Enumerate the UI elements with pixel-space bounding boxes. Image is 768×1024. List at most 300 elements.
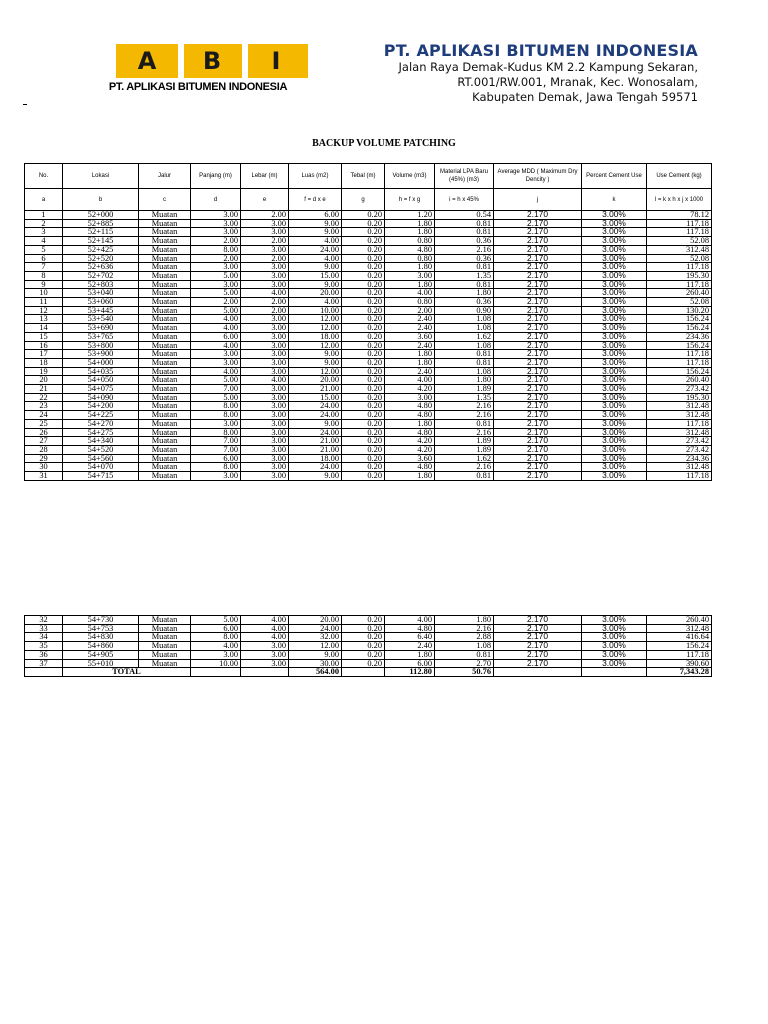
header-panjang: Panjang (m) [191, 164, 241, 189]
cell-lokasi: 54+000 [63, 358, 139, 367]
cell-material: 0.36 [435, 237, 494, 246]
cell-percent-cement: 3.00% [582, 315, 647, 324]
cell-luas: 21.00 [289, 445, 342, 454]
cell-use-cement: 273.42 [647, 445, 712, 454]
cell-no: 3 [25, 228, 63, 237]
cell-percent-cement: 3.00% [582, 472, 647, 481]
table-row [25, 411, 712, 420]
cell-jalur: Muatan [139, 624, 191, 633]
cell-panjang: 7.00 [191, 437, 241, 446]
cell-use-cement: 312.48 [647, 624, 712, 633]
cell-no: 36 [25, 650, 63, 659]
cell-percent-cement: 3.00% [582, 642, 647, 651]
cell-volume: 4.00 [385, 289, 435, 298]
cell-jalur: Muatan [139, 428, 191, 437]
formula-luas: f = d x e [289, 189, 342, 211]
cell-lebar: 3.00 [241, 271, 289, 280]
cell-panjang: 3.00 [191, 650, 241, 659]
cell-luas: 21.00 [289, 385, 342, 394]
cell-volume: 4.80 [385, 402, 435, 411]
cell-use-cement: 117.18 [647, 280, 712, 289]
cell-lebar: 4.00 [241, 289, 289, 298]
total-cement: 7,343.28 [647, 668, 712, 677]
cell-use-cement: 117.18 [647, 350, 712, 359]
cell-use-cement: 260.40 [647, 376, 712, 385]
header-volume: Volume (m3) [385, 164, 435, 189]
cell-panjang: 7.00 [191, 445, 241, 454]
table-row [25, 633, 712, 642]
cell-tebal: 0.20 [342, 350, 385, 359]
cell-jalur: Muatan [139, 659, 191, 668]
cell-lokasi: 54+075 [63, 385, 139, 394]
cell-panjang: 5.00 [191, 271, 241, 280]
cell-tebal: 0.20 [342, 624, 385, 633]
cell-percent-cement: 3.00% [582, 324, 647, 333]
cell-percent-cement: 3.00% [582, 289, 647, 298]
cell-no: 17 [25, 350, 63, 359]
cell-jalur: Muatan [139, 306, 191, 315]
cell-volume: 1.80 [385, 419, 435, 428]
cell-mdd: 2.170 [494, 263, 582, 272]
cell-material: 1.08 [435, 315, 494, 324]
cell-mdd: 2.170 [494, 271, 582, 280]
cell-lokasi: 54+830 [63, 633, 139, 642]
cell-lokasi: 54+730 [63, 616, 139, 625]
cell-mdd: 2.170 [494, 454, 582, 463]
cell-tebal: 0.20 [342, 271, 385, 280]
cell-percent-cement: 3.00% [582, 332, 647, 341]
cell-jalur: Muatan [139, 454, 191, 463]
cell-mdd: 2.170 [494, 341, 582, 350]
cell-volume: 0.80 [385, 254, 435, 263]
cell-percent-cement: 3.00% [582, 454, 647, 463]
cell-lokasi: 53+900 [63, 350, 139, 359]
cell-material: 0.90 [435, 306, 494, 315]
cell-luas: 24.00 [289, 245, 342, 254]
cell-lokasi: 52+115 [63, 228, 139, 237]
table-row [25, 289, 712, 298]
total-volume: 112.80 [385, 668, 435, 677]
total-label: TOTAL [63, 668, 191, 677]
cell-percent-cement: 3.00% [582, 254, 647, 263]
cell-lokasi: 54+715 [63, 472, 139, 481]
formula-use-cement: l = k x h x j x 1000 [647, 189, 712, 211]
cell-panjang: 2.00 [191, 254, 241, 263]
cell-panjang: 5.00 [191, 616, 241, 625]
cell-mdd: 2.170 [494, 315, 582, 324]
formula-jalur: c [139, 189, 191, 211]
cell-lokasi: 54+340 [63, 437, 139, 446]
cell-mdd: 2.170 [494, 411, 582, 420]
table-row [25, 211, 712, 220]
cell-percent-cement: 3.00% [582, 358, 647, 367]
cell-tebal: 0.20 [342, 306, 385, 315]
cell-volume: 4.80 [385, 245, 435, 254]
patching-table [24, 163, 712, 481]
cell-jalur: Muatan [139, 289, 191, 298]
cell-no: 7 [25, 263, 63, 272]
cell-luas: 24.00 [289, 402, 342, 411]
cell-material: 1.35 [435, 271, 494, 280]
cell-use-cement: 156.24 [647, 341, 712, 350]
cell-tebal: 0.20 [342, 219, 385, 228]
cell-tebal: 0.20 [342, 211, 385, 220]
cell-tebal: 0.20 [342, 228, 385, 237]
cell-luas: 9.00 [289, 280, 342, 289]
total-luas: 564.00 [289, 668, 342, 677]
table-row [25, 650, 712, 659]
logo-letter-a: A [137, 47, 157, 75]
cell-tebal: 0.20 [342, 472, 385, 481]
cell-no: 12 [25, 306, 63, 315]
cell-use-cement: 52.08 [647, 298, 712, 307]
cell-luas: 12.00 [289, 642, 342, 651]
cell-no: 19 [25, 367, 63, 376]
cell-lebar: 3.00 [241, 402, 289, 411]
cell-luas: 9.00 [289, 350, 342, 359]
cell-volume: 1.20 [385, 211, 435, 220]
cell-mdd: 2.170 [494, 245, 582, 254]
cell-jalur: Muatan [139, 271, 191, 280]
cell-lebar: 2.00 [241, 237, 289, 246]
table-row [25, 376, 712, 385]
table-row [25, 437, 712, 446]
cell-luas: 18.00 [289, 332, 342, 341]
patching-table-continued [24, 615, 712, 677]
cell-lebar: 3.00 [241, 650, 289, 659]
cell-no: 9 [25, 280, 63, 289]
formula-no: a [25, 189, 63, 211]
cell-lebar: 3.00 [241, 642, 289, 651]
cell-use-cement: 312.48 [647, 463, 712, 472]
cell-lokasi: 54+520 [63, 445, 139, 454]
cell-material: 0.81 [435, 219, 494, 228]
cell-lebar: 3.00 [241, 358, 289, 367]
cell-mdd: 2.170 [494, 402, 582, 411]
cell-luas: 4.00 [289, 237, 342, 246]
cell-tebal: 0.20 [342, 341, 385, 350]
cell-lebar: 2.00 [241, 306, 289, 315]
cell-luas: 12.00 [289, 324, 342, 333]
logo-mark [116, 44, 308, 78]
table-row [25, 402, 712, 411]
cell-volume: 3.60 [385, 454, 435, 463]
cell-material: 1.08 [435, 642, 494, 651]
cell-jalur: Muatan [139, 642, 191, 651]
cell-volume: 3.00 [385, 393, 435, 402]
cell-panjang: 3.00 [191, 350, 241, 359]
cell-use-cement: 312.48 [647, 428, 712, 437]
margin-mark [23, 104, 27, 105]
cell-lebar: 3.00 [241, 411, 289, 420]
address-line-1: Jalan Raya Demak-Kudus KM 2.2 Kampung Sekaran, [398, 60, 698, 74]
cell-tebal: 0.20 [342, 402, 385, 411]
cell-no: 29 [25, 454, 63, 463]
cell-lebar: 3.00 [241, 367, 289, 376]
cell-jalur: Muatan [139, 324, 191, 333]
cell-percent-cement: 3.00% [582, 350, 647, 359]
cell-use-cement: 78.12 [647, 211, 712, 220]
header-use-cement: Use Cement (kg) [647, 164, 712, 189]
cell-use-cement: 234.36 [647, 332, 712, 341]
cell-luas: 20.00 [289, 616, 342, 625]
cell-percent-cement: 3.00% [582, 306, 647, 315]
cell-mdd: 2.170 [494, 419, 582, 428]
cell-lokasi: 55+010 [63, 659, 139, 668]
cell-panjang: 7.00 [191, 385, 241, 394]
cell-panjang: 8.00 [191, 428, 241, 437]
cell-tebal: 0.20 [342, 454, 385, 463]
cell-lebar: 3.00 [241, 385, 289, 394]
cell-lokasi: 52+145 [63, 237, 139, 246]
cell-lebar: 4.00 [241, 376, 289, 385]
cell-luas: 6.00 [289, 211, 342, 220]
document-title: BACKUP VOLUME PATCHING [312, 138, 456, 149]
cell-tebal: 0.20 [342, 376, 385, 385]
cell-percent-cement: 3.00% [582, 402, 647, 411]
cell-mdd: 2.170 [494, 616, 582, 625]
cell-no: 34 [25, 633, 63, 642]
cell-volume: 4.00 [385, 616, 435, 625]
cell-mdd: 2.170 [494, 367, 582, 376]
cell-panjang: 4.00 [191, 315, 241, 324]
table-row [25, 358, 712, 367]
cell-percent-cement: 3.00% [582, 650, 647, 659]
cell-luas: 9.00 [289, 358, 342, 367]
cell-panjang: 5.00 [191, 306, 241, 315]
company-name: PT. APLIKASI BITUMEN INDONESIA [383, 41, 698, 60]
cell-lebar: 3.00 [241, 437, 289, 446]
cell-percent-cement: 3.00% [582, 633, 647, 642]
cell-no: 27 [25, 437, 63, 446]
cell-use-cement: 260.40 [647, 289, 712, 298]
cell-material: 1.08 [435, 341, 494, 350]
cell-mdd: 2.170 [494, 280, 582, 289]
cell-jalur: Muatan [139, 411, 191, 420]
cell-no: 1 [25, 211, 63, 220]
cell-lokasi: 53+540 [63, 315, 139, 324]
table-row [25, 393, 712, 402]
cell-material: 0.81 [435, 350, 494, 359]
cell-jalur: Muatan [139, 633, 191, 642]
cell-no: 25 [25, 419, 63, 428]
column-header-row [25, 164, 712, 189]
cell-material: 0.81 [435, 228, 494, 237]
cell-mdd: 2.170 [494, 254, 582, 263]
cell-use-cement: 195.30 [647, 271, 712, 280]
cell-mdd: 2.170 [494, 650, 582, 659]
table-row [25, 315, 712, 324]
cell-material: 1.89 [435, 445, 494, 454]
header-percent-cement: Percent Cement Use [582, 164, 647, 189]
cell-material: 1.80 [435, 616, 494, 625]
cell-mdd: 2.170 [494, 324, 582, 333]
cell-percent-cement: 3.00% [582, 437, 647, 446]
cell-jalur: Muatan [139, 367, 191, 376]
cell-lebar: 4.00 [241, 624, 289, 633]
cell-use-cement: 117.18 [647, 419, 712, 428]
cell-use-cement: 117.18 [647, 650, 712, 659]
cell-material: 1.80 [435, 376, 494, 385]
header-lebar: Lebar (m) [241, 164, 289, 189]
table-body-page-1 [25, 211, 712, 481]
cell-percent-cement: 3.00% [582, 367, 647, 376]
address-line-3: Kabupaten Demak, Jawa Tengah 59571 [472, 90, 698, 104]
cell-no: 2 [25, 219, 63, 228]
table-body-page-2 [25, 616, 712, 668]
header-no: No. [25, 164, 63, 189]
cell-percent-cement: 3.00% [582, 428, 647, 437]
table-row [25, 385, 712, 394]
cell-lebar: 3.00 [241, 659, 289, 668]
cell-jalur: Muatan [139, 237, 191, 246]
cell-panjang: 3.00 [191, 280, 241, 289]
table-row [25, 271, 712, 280]
cell-tebal: 0.20 [342, 332, 385, 341]
cell-tebal: 0.20 [342, 280, 385, 289]
cell-luas: 4.00 [289, 254, 342, 263]
cell-volume: 4.20 [385, 437, 435, 446]
cell-material: 0.81 [435, 280, 494, 289]
cell-tebal: 0.20 [342, 463, 385, 472]
table-row [25, 350, 712, 359]
cell-lebar: 2.00 [241, 298, 289, 307]
cell-luas: 9.00 [289, 228, 342, 237]
cell-lokasi: 53+800 [63, 341, 139, 350]
cell-volume: 1.80 [385, 263, 435, 272]
cell-no: 16 [25, 341, 63, 350]
cell-no: 11 [25, 298, 63, 307]
cell-lokasi: 52+885 [63, 219, 139, 228]
formula-mdd: j [494, 189, 582, 211]
cell-volume: 2.00 [385, 306, 435, 315]
cell-panjang: 4.00 [191, 367, 241, 376]
cell-volume: 1.80 [385, 228, 435, 237]
formula-material: i = h x 45% [435, 189, 494, 211]
cell-lebar: 3.00 [241, 263, 289, 272]
cell-material: 0.36 [435, 254, 494, 263]
cell-volume: 6.00 [385, 659, 435, 668]
table-row [25, 616, 712, 625]
cell-lebar: 3.00 [241, 445, 289, 454]
table-row [25, 324, 712, 333]
table-row [25, 254, 712, 263]
cell-panjang: 4.00 [191, 324, 241, 333]
cell-mdd: 2.170 [494, 376, 582, 385]
cell-luas: 18.00 [289, 454, 342, 463]
cell-volume: 4.20 [385, 445, 435, 454]
cell-lebar: 3.00 [241, 280, 289, 289]
cell-percent-cement: 3.00% [582, 616, 647, 625]
cell-no: 30 [25, 463, 63, 472]
cell-no: 20 [25, 376, 63, 385]
cell-lokasi: 54+035 [63, 367, 139, 376]
cell-lebar: 3.00 [241, 219, 289, 228]
cell-mdd: 2.170 [494, 306, 582, 315]
cell-jalur: Muatan [139, 254, 191, 263]
cell-mdd: 2.170 [494, 332, 582, 341]
cell-jalur: Muatan [139, 332, 191, 341]
cell-use-cement: 156.24 [647, 642, 712, 651]
table-row [25, 280, 712, 289]
cell-lokasi: 54+905 [63, 650, 139, 659]
cell-percent-cement: 3.00% [582, 237, 647, 246]
cell-percent-cement: 3.00% [582, 411, 647, 420]
cell-panjang: 2.00 [191, 237, 241, 246]
table-row [25, 245, 712, 254]
cell-jalur: Muatan [139, 219, 191, 228]
cell-no: 15 [25, 332, 63, 341]
header-jalur: Jalur [139, 164, 191, 189]
cell-tebal: 0.20 [342, 245, 385, 254]
company-logo [92, 44, 304, 94]
cell-mdd: 2.170 [494, 393, 582, 402]
cell-panjang: 3.00 [191, 472, 241, 481]
cell-use-cement: 273.42 [647, 437, 712, 446]
cell-lokasi: 53+445 [63, 306, 139, 315]
cell-tebal: 0.20 [342, 324, 385, 333]
cell-use-cement: 260.40 [647, 616, 712, 625]
cell-no: 13 [25, 315, 63, 324]
cell-tebal: 0.20 [342, 445, 385, 454]
cell-panjang: 8.00 [191, 411, 241, 420]
cell-lebar: 3.00 [241, 472, 289, 481]
address-line-2: RT.001/RW.001, Mranak, Kec. Wonosalam, [457, 75, 698, 89]
cell-panjang: 3.00 [191, 263, 241, 272]
table-row [25, 428, 712, 437]
table-row [25, 454, 712, 463]
cell-jalur: Muatan [139, 419, 191, 428]
cell-panjang: 2.00 [191, 298, 241, 307]
cell-jalur: Muatan [139, 280, 191, 289]
cell-lokasi: 54+753 [63, 624, 139, 633]
cell-percent-cement: 3.00% [582, 280, 647, 289]
cell-percent-cement: 3.00% [582, 624, 647, 633]
cell-tebal: 0.20 [342, 650, 385, 659]
cell-mdd: 2.170 [494, 358, 582, 367]
cell-lebar: 3.00 [241, 454, 289, 463]
cell-mdd: 2.170 [494, 659, 582, 668]
cell-material: 1.62 [435, 454, 494, 463]
cell-no: 4 [25, 237, 63, 246]
cell-lebar: 3.00 [241, 315, 289, 324]
cell-luas: 15.00 [289, 393, 342, 402]
cell-volume: 3.60 [385, 332, 435, 341]
cell-tebal: 0.20 [342, 367, 385, 376]
cell-panjang: 5.00 [191, 393, 241, 402]
cell-mdd: 2.170 [494, 642, 582, 651]
cell-luas: 4.00 [289, 298, 342, 307]
cell-luas: 12.00 [289, 341, 342, 350]
cell-lebar: 3.00 [241, 428, 289, 437]
formula-percent-cement: k [582, 189, 647, 211]
cell-panjang: 3.00 [191, 358, 241, 367]
cell-use-cement: 234.36 [647, 454, 712, 463]
cell-lebar: 3.00 [241, 341, 289, 350]
cell-panjang: 8.00 [191, 245, 241, 254]
cell-volume: 1.80 [385, 350, 435, 359]
cell-percent-cement: 3.00% [582, 376, 647, 385]
cell-jalur: Muatan [139, 437, 191, 446]
formula-panjang: d [191, 189, 241, 211]
cell-tebal: 0.20 [342, 411, 385, 420]
cell-material: 1.89 [435, 385, 494, 394]
cell-luas: 30.00 [289, 659, 342, 668]
cell-mdd: 2.170 [494, 472, 582, 481]
cell-material: 2.70 [435, 659, 494, 668]
cell-panjang: 8.00 [191, 402, 241, 411]
cell-mdd: 2.170 [494, 228, 582, 237]
